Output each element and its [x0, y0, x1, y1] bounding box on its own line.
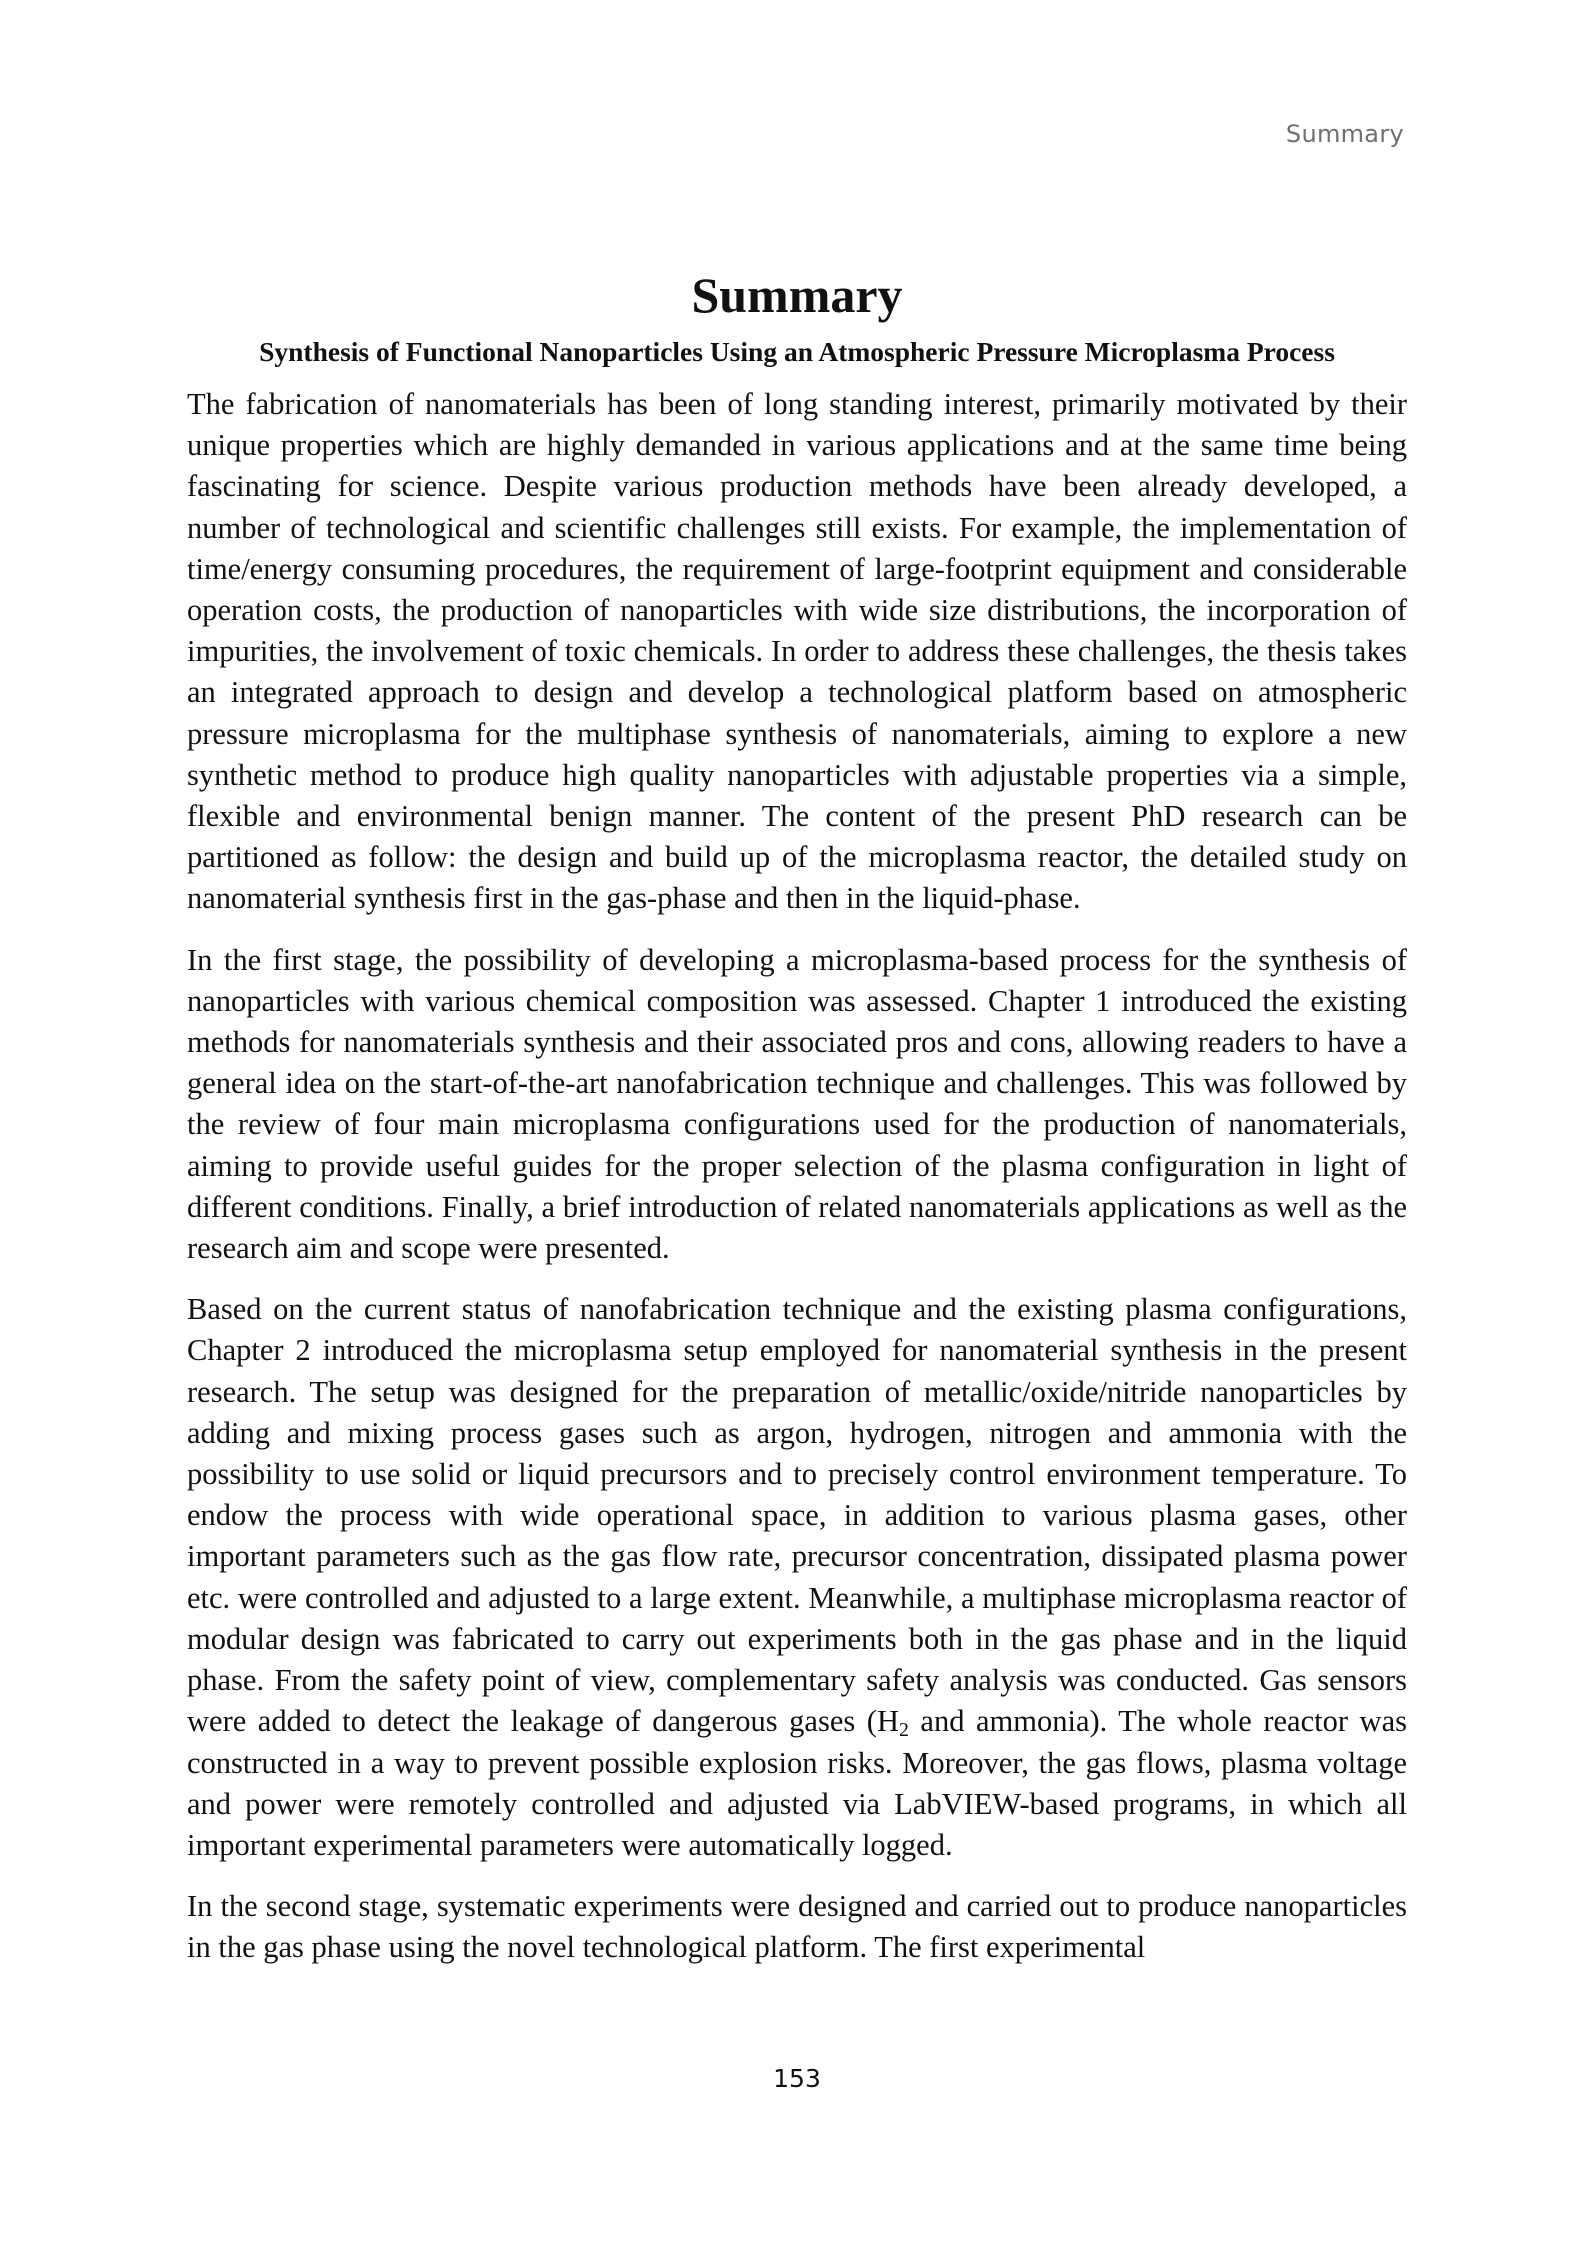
page-title: Summary — [691, 266, 903, 323]
paragraph-1: The fabrication of nanomaterials has been of long standing interest, primarily motivated by their unique properties which are highly demanded in various applications and at the same time being fascinating for science. Despite various production methods have been already developed, a number of technological and scientific challenges still exists. For example, the implementation of time/energy consuming procedures, the requirement of large-footprint equipment and considerable operation costs, the production of nanoparticles with wide size distributions, the incorporation of impurities, the involvement of toxic chemicals. In order to address these challenges, the thesis takes an integrated approach to design and develop a technological platform based on atmospheric pressure microplasma for the multiphase synthesis of nanomaterials, aiming to explore a new synthetic method to produce high quality nanoparticles with adjustable properties via a simple, flexible and environmental benign manner. The content of the present PhD research can be partitioned as follow: the design and build up of the microplasma reactor, the detailed study on nanomaterial synthesis first in the gas-phase and then in the liquid-phase. — [187, 387, 1407, 916]
page-number: 153 — [773, 2064, 821, 2093]
paragraph-3-part-2: and ammonia). The whole reactor was constructed in a way to prevent possible explosion risks. Moreover, the gas flows, plasma voltage and power were remotely controlled and adjusted via LabVIEW-based programs, in which all important experimental parameters were automatically logged. — [187, 1704, 1407, 1862]
paragraph-4: In the second stage, systematic experiments were designed and carried out to produce nanoparticles in the gas phase using the novel technological platform. The first experimental — [187, 1889, 1407, 1965]
paragraph-3 — [187, 1289, 1407, 1866]
body-text — [187, 384, 1407, 1969]
paragraph-2: In the first stage, the possibility of developing a microplasma-based process for the synthesis of nanoparticles with various chemical composition was assessed. Chapter 1 introduced the existing methods for nanomaterials synthesis and their associated pros and cons, allowing readers to have a general idea on the start-of-the-art nanofabrication technique and challenges. This was followed by the review of four main microplasma configurations used for the production of nanomaterials, aiming to provide useful guides for the proper selection of the plasma configuration in light of different conditions. Finally, a brief introduction of related nanomaterials applications as well as the research aim and scope were presented. — [187, 942, 1407, 1266]
hydrogen-subscript: 2 — [898, 1719, 909, 1742]
running-header: Summary — [1285, 120, 1404, 148]
thesis-subtitle: Synthesis of Functional Nanoparticles Using an Atmospheric Pressure Microplasma Process — [259, 336, 1335, 367]
paragraph-3-part-1: Based on the current status of nanofabrication technique and the existing plasma configurations, Chapter 2 introduced the microplasma setup employed for nanomaterial synthesis in the present research. The setup was designed for the preparation of metallic/oxide/nitride nanoparticles by adding and mixing process gases such as argon, hydrogen, nitrogen and ammonia with the possibility to use solid or liquid precursors and to precisely control environment temperature. To endow the process with wide operational space, in addition to various plasma gases, other important parameters such as the gas flow rate, precursor concentration, dissipated plasma power etc. were controlled and adjusted to a large extent. Meanwhile, a multiphase microplasma reactor of modular design was fabricated to carry out experiments both in the gas phase and in the liquid phase. From the safety point of view, complementary safety analysis was conducted. Gas sensors were added to detect the leakage of dangerous gases (H — [187, 1292, 1407, 1739]
